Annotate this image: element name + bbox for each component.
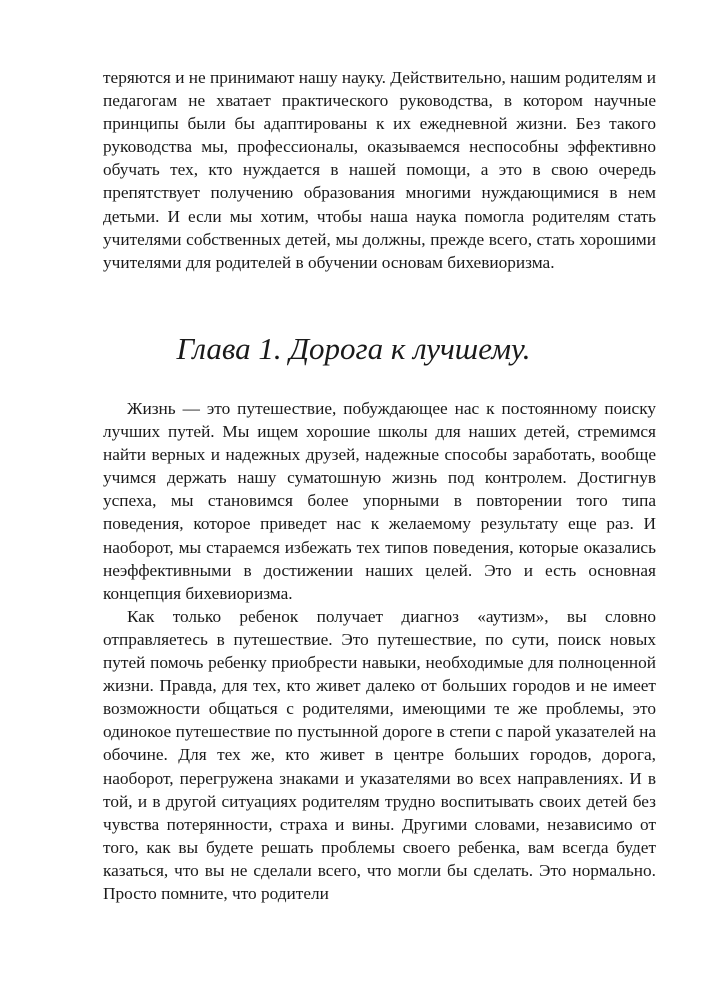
continuation-paragraph: теряются и не принимают нашу науку. Действительно, нашим родителям и педагогам не хватает практического руководства, в котором научные принципы были бы адаптированы к их ежедневной жизни. Без такого руководства мы, профессионалы, оказываемся неспособны эффективно обучать тех, кто нуждается в нашей помощи, а это в свою очередь препятствует получению образования многими нуждающимися в нем детьми. И если мы хотим, чтобы наша наука помогла родителям стать учителями собственных детей, мы должны, прежде всего, стать хорошими учителями для родителей в обучении основам бихевиоризма. — [103, 68, 656, 272]
continuation-text-block — [103, 66, 656, 274]
chapter-body — [103, 397, 656, 905]
body-paragraph-1: Жизнь — это путешествие, побуждающее нас к постоянному поиску лучших путей. Мы ищем хорошие школы для наших детей, стремимся найти верных и надежных друзей, надежные способы заработать, вообще учимся держать нашу суматошную жизнь под контролем. Достигнув успеха, мы становимся более упорными в повторении того типа поведения, которое приведет нас к желаемому результату еще раз. И наоборот, мы стараемся избежать тех типов поведения, которые оказались неэффективными в достижении наших целей. Это и есть основная концепция бихевиоризма. — [103, 399, 656, 603]
body-paragraph-2: Как только ребенок получает диагноз «аутизм», вы словно отправляетесь в путешествие. Это путешествие, по сути, поиск новых путей помочь ребенку приобрести навыки, необходимые для полноценной жизни. Правда, для тех, кто живет далеко от больших городов и не имеет возможности общаться с родителями, имеющими те же проблемы, это одинокое путешествие по пустынной дороге в степи с парой указателей на обочине. Для тех же, кто живет в центре больших городов, дорога, наоборот, перегружена знаками и указателями во всех направлениях. И в той, и в другой ситуациях родителям трудно воспитывать своих детей без чувства потерянности, страха и вины. Другими словами, независимо от того, как вы будете решать проблемы своего ребенка, вам всегда будет казаться, что вы не сделали всего, что могли бы сделать. Это нормально. Просто помните, что родители — [103, 606, 656, 903]
chapter-title: Глава 1. Дорога к лучшему. — [176, 331, 531, 366]
